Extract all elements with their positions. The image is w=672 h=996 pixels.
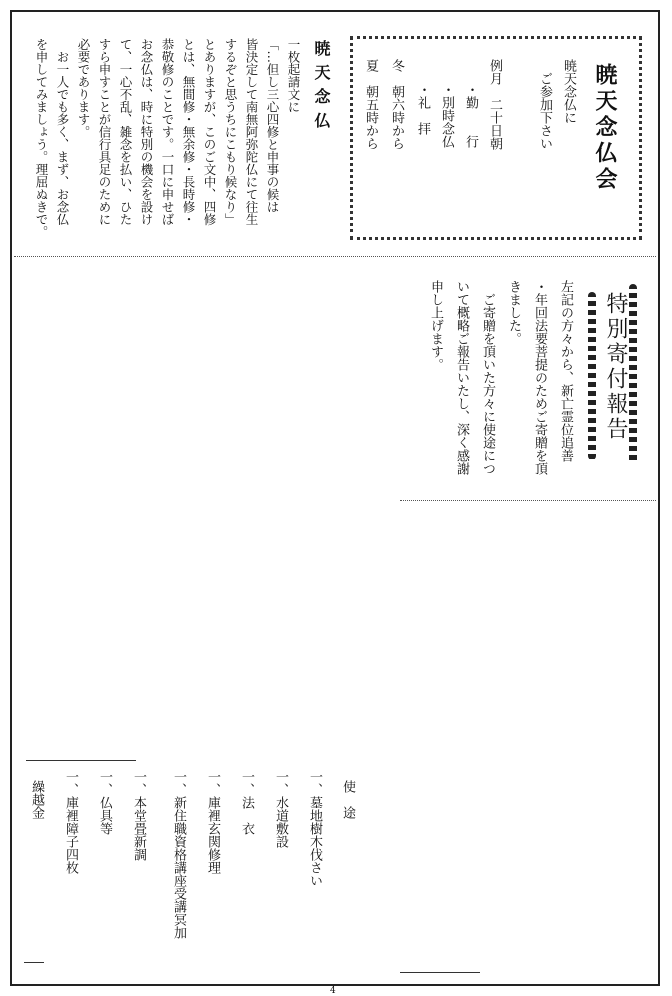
notice-intro-2: ご参加下さい — [537, 59, 552, 150]
article-body — [22, 38, 304, 250]
notice-winter: 冬 朝六時から — [389, 59, 404, 150]
article-line: するぞと思うちにこもり候なり」 — [223, 38, 238, 226]
report-line: きました。 — [506, 280, 521, 345]
notice-box — [350, 36, 642, 240]
report-title: 特別寄付報告 — [603, 292, 628, 442]
article-line: 皆決定して南無阿弥陀仏にて往生 — [244, 38, 259, 226]
carryover-label: 繰越金 — [29, 780, 44, 819]
usage-item: 一、新住職資格講座受講冥加 — [171, 770, 186, 939]
article-line: お念仏は、時に特別の機会を設け — [139, 38, 154, 226]
usage-item: 一、庫裡玄関修理 — [205, 770, 220, 874]
notice-title: 暁天念仏会 — [592, 63, 618, 193]
bottom-rule — [400, 972, 480, 973]
notice-intro-1: 暁天念仏に — [561, 59, 576, 124]
notice-summer: 夏 朝五時から — [363, 59, 378, 150]
report-rule-left — [588, 292, 596, 460]
report-line: ご寄贈を頂いた方々に使途につ — [480, 280, 495, 475]
article-title: 暁天念仏 — [312, 40, 331, 136]
carryover-rule — [24, 962, 44, 963]
notice-monthly: 例月 二十日朝 — [487, 59, 502, 150]
article-line: お一人でも多く、まず、お念仏 — [55, 38, 70, 226]
article-line: 「…但し三心四修と申事の候は — [265, 38, 280, 213]
usage-heading: 使 途 — [340, 780, 355, 819]
report-body — [404, 280, 576, 490]
page-number: 4 — [330, 986, 336, 996]
article-line: すら申すことが信行具足のために — [97, 38, 112, 226]
section-divider — [14, 256, 656, 257]
usage-item: 一、本堂畳新調 — [131, 770, 146, 861]
usage-item: 一、仏具等 — [97, 770, 112, 835]
notice-item-3: ・礼 拝 — [415, 83, 430, 135]
report-line: ・年回法要菩提のためご寄贈を頂 — [532, 280, 547, 475]
usage-item: 一、墓地樹木伐さい — [307, 770, 322, 887]
report-line: 申し上げます。 — [428, 280, 443, 371]
usage-item: 一、水道敷設 — [273, 770, 288, 848]
article-line: 恭敬修のことです。一口に申せば — [160, 38, 175, 226]
report-divider — [400, 500, 656, 501]
article-line: 必要であります。 — [76, 38, 91, 138]
report-line: 左記の方々から、新亡霊位追善 — [558, 280, 573, 462]
usage-item: 一、法 衣 — [239, 770, 254, 835]
article-line: を申してみましょう。理屈ぬきで。 — [34, 38, 49, 238]
notice-item-1: ・勤 行 — [463, 83, 478, 148]
notice-item-2: ・別時念仏 — [439, 83, 454, 148]
usage-item: 一、庫裡障子四枚 — [63, 770, 78, 874]
article-line: とは、無間修・無余修・長時修・ — [181, 38, 196, 226]
report-line: いて概略ご報告いたし、深く感謝 — [454, 280, 469, 475]
article-line: て、一心不乱、雑念を払い、ひた — [118, 38, 133, 226]
article-line: 一枚起請文に — [286, 38, 301, 113]
usage-rule — [26, 760, 136, 761]
article-line: とありますが、このご文中、四修 — [202, 38, 217, 226]
